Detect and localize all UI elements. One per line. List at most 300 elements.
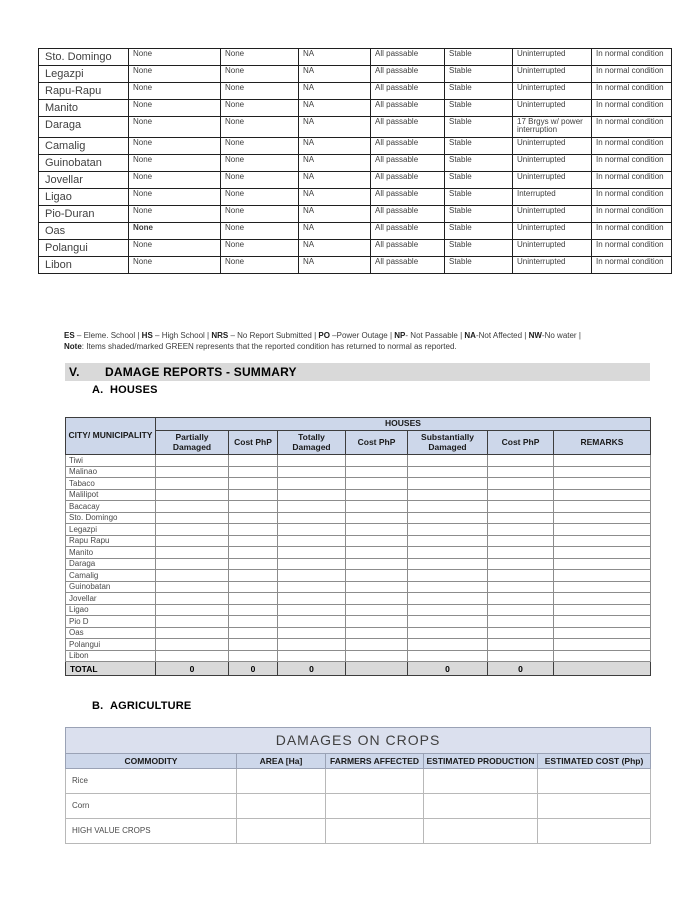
status-cell: None	[129, 222, 221, 239]
empty-data-cell	[346, 489, 408, 501]
empty-data-cell	[554, 547, 651, 559]
status-cell: NA	[299, 137, 371, 154]
empty-data-cell	[156, 604, 229, 616]
status-cell: All passable	[371, 100, 445, 117]
houses-table-row	[66, 639, 651, 651]
municipality-cell: Polangui	[39, 239, 129, 256]
legend-note-label: Note	[64, 341, 82, 351]
houses-total-row	[66, 662, 651, 676]
status-cell: Stable	[445, 100, 513, 117]
column-header-partially-damaged: Partially Damaged	[156, 430, 229, 455]
empty-data-cell	[229, 489, 278, 501]
status-cell: Uninterrupted	[513, 256, 592, 273]
empty-data-cell	[237, 793, 326, 818]
houses-group-header: HOUSES	[156, 418, 651, 431]
status-cell: All passable	[371, 66, 445, 83]
crops-table-title: DAMAGES ON CROPS	[66, 728, 651, 754]
column-header-estimated-production: ESTIMATED PRODUCTION	[424, 753, 538, 768]
houses-table-row	[66, 535, 651, 547]
empty-data-cell	[229, 501, 278, 513]
status-cell: NA	[299, 256, 371, 273]
houses-table-row	[66, 489, 651, 501]
city-cell: Tiwi	[66, 455, 156, 467]
status-cell: None	[221, 100, 299, 117]
city-cell: Rapu Rapu	[66, 535, 156, 547]
empty-data-cell	[346, 616, 408, 628]
status-cell: Stable	[445, 188, 513, 205]
empty-data-cell	[408, 466, 488, 478]
empty-data-cell	[346, 512, 408, 524]
legend-abbr: PO	[318, 331, 330, 340]
empty-data-cell	[278, 535, 346, 547]
status-cell: None	[129, 171, 221, 188]
houses-table-row	[66, 524, 651, 536]
status-cell: NA	[299, 188, 371, 205]
empty-data-cell	[278, 478, 346, 490]
monitor-table-row	[39, 256, 672, 273]
section-b-title: AGRICULTURE	[110, 700, 192, 712]
houses-table-row	[66, 501, 651, 513]
empty-data-cell	[424, 818, 538, 843]
empty-data-cell	[346, 535, 408, 547]
status-cell: None	[221, 188, 299, 205]
empty-data-cell	[237, 768, 326, 793]
empty-data-cell	[554, 616, 651, 628]
empty-data-cell	[229, 524, 278, 536]
empty-data-cell	[156, 627, 229, 639]
empty-data-cell	[278, 524, 346, 536]
city-cell: Tabaco	[66, 478, 156, 490]
monitor-table-row	[39, 239, 672, 256]
empty-data-cell	[488, 581, 554, 593]
total-value-cell	[346, 662, 408, 676]
total-value-cell: 0	[408, 662, 488, 676]
status-cell: In normal condition	[592, 171, 672, 188]
empty-data-cell	[156, 478, 229, 490]
empty-data-cell	[488, 593, 554, 605]
houses-table-row	[66, 558, 651, 570]
status-cell: None	[129, 100, 221, 117]
empty-data-cell	[278, 501, 346, 513]
status-cell: Stable	[445, 239, 513, 256]
city-cell: Legazpi	[66, 524, 156, 536]
empty-data-cell	[408, 512, 488, 524]
status-cell: NA	[299, 154, 371, 171]
legend	[64, 331, 650, 353]
empty-data-cell	[278, 512, 346, 524]
status-cell: NA	[299, 239, 371, 256]
status-cell: All passable	[371, 188, 445, 205]
column-header-farmers-affected: FARMERS AFFECTED	[326, 753, 424, 768]
status-cell: None	[221, 239, 299, 256]
monitor-table-row	[39, 66, 672, 83]
column-header-area-ha: AREA [Ha]	[237, 753, 326, 768]
empty-data-cell	[229, 627, 278, 639]
empty-data-cell	[554, 535, 651, 547]
status-cell: Interrupted	[513, 188, 592, 205]
crops-table-row	[66, 818, 651, 843]
empty-data-cell	[229, 570, 278, 582]
houses-table-row	[66, 627, 651, 639]
city-cell: Camalig	[66, 570, 156, 582]
status-cell: None	[129, 66, 221, 83]
empty-data-cell	[424, 793, 538, 818]
empty-data-cell	[488, 558, 554, 570]
empty-data-cell	[408, 581, 488, 593]
section-v-title: DAMAGE REPORTS - SUMMARY	[105, 365, 297, 379]
empty-data-cell	[346, 501, 408, 513]
empty-data-cell	[538, 793, 651, 818]
status-cell: None	[221, 117, 299, 138]
empty-data-cell	[229, 593, 278, 605]
status-cell: All passable	[371, 171, 445, 188]
municipality-cell: Ligao	[39, 188, 129, 205]
status-cell: None	[221, 137, 299, 154]
empty-data-cell	[408, 524, 488, 536]
empty-data-cell	[229, 650, 278, 662]
status-cell: NA	[299, 205, 371, 222]
legend-line2: Note: Items shaded/marked GREEN represents that the reported condition has returned to normal as reported.	[64, 341, 457, 351]
municipality-cell: Sto. Domingo	[39, 49, 129, 66]
empty-data-cell	[156, 524, 229, 536]
empty-data-cell	[408, 650, 488, 662]
column-header-cost-php-3: Cost PhP	[488, 430, 554, 455]
monitor-table-row	[39, 83, 672, 100]
empty-data-cell	[488, 616, 554, 628]
empty-data-cell	[424, 768, 538, 793]
section-v-heading	[65, 363, 650, 381]
empty-data-cell	[408, 639, 488, 651]
empty-data-cell	[229, 455, 278, 467]
status-cell: Stable	[445, 205, 513, 222]
total-value-cell: 0	[229, 662, 278, 676]
empty-data-cell	[346, 639, 408, 651]
empty-data-cell	[229, 466, 278, 478]
status-cell: Uninterrupted	[513, 49, 592, 66]
status-cell: In normal condition	[592, 188, 672, 205]
houses-table-row	[66, 478, 651, 490]
empty-data-cell	[554, 466, 651, 478]
empty-data-cell	[278, 616, 346, 628]
status-cell: Uninterrupted	[513, 83, 592, 100]
empty-data-cell	[229, 478, 278, 490]
empty-data-cell	[488, 455, 554, 467]
status-cell: NA	[299, 171, 371, 188]
empty-data-cell	[346, 455, 408, 467]
status-cell: In normal condition	[592, 83, 672, 100]
status-cell: None	[221, 83, 299, 100]
monitor-table-row	[39, 222, 672, 239]
city-cell: Manito	[66, 547, 156, 559]
status-cell: In normal condition	[592, 154, 672, 171]
empty-data-cell	[278, 604, 346, 616]
empty-data-cell	[488, 478, 554, 490]
municipality-cell: Rapu-Rapu	[39, 83, 129, 100]
monitor-table-row	[39, 205, 672, 222]
city-cell: Pio D	[66, 616, 156, 628]
empty-data-cell	[278, 639, 346, 651]
empty-data-cell	[554, 489, 651, 501]
empty-data-cell	[326, 818, 424, 843]
empty-data-cell	[488, 466, 554, 478]
empty-data-cell	[408, 455, 488, 467]
empty-data-cell	[554, 524, 651, 536]
monitor-table-row	[39, 49, 672, 66]
status-cell: Uninterrupted	[513, 100, 592, 117]
empty-data-cell	[554, 558, 651, 570]
status-cell: NA	[299, 222, 371, 239]
status-cell: Stable	[445, 117, 513, 138]
empty-data-cell	[488, 570, 554, 582]
empty-data-cell	[278, 627, 346, 639]
municipality-cell: Guinobatan	[39, 154, 129, 171]
section-v-number: V.	[69, 365, 80, 379]
status-cell: In normal condition	[592, 256, 672, 273]
empty-data-cell	[408, 604, 488, 616]
crops-banner-row	[66, 728, 651, 754]
empty-data-cell	[488, 547, 554, 559]
total-value-cell: 0	[156, 662, 229, 676]
monitor-table-row	[39, 117, 672, 138]
status-cell: All passable	[371, 222, 445, 239]
status-cell: None	[129, 239, 221, 256]
houses-table-row	[66, 512, 651, 524]
empty-data-cell	[346, 604, 408, 616]
empty-data-cell	[408, 535, 488, 547]
empty-data-cell	[156, 535, 229, 547]
empty-data-cell	[229, 535, 278, 547]
status-cell: Uninterrupted	[513, 222, 592, 239]
empty-data-cell	[156, 570, 229, 582]
city-cell: Daraga	[66, 558, 156, 570]
empty-data-cell	[278, 558, 346, 570]
status-cell: NA	[299, 83, 371, 100]
city-cell: Malinao	[66, 466, 156, 478]
city-cell: Malilipot	[66, 489, 156, 501]
empty-data-cell	[538, 818, 651, 843]
status-cell: Uninterrupted	[513, 171, 592, 188]
empty-data-cell	[156, 512, 229, 524]
empty-data-cell	[156, 547, 229, 559]
total-label-cell: TOTAL	[66, 662, 156, 676]
city-cell: Polangui	[66, 639, 156, 651]
commodity-cell: HIGH VALUE CROPS	[66, 818, 237, 843]
situation-monitor-table	[38, 48, 672, 274]
empty-data-cell	[326, 793, 424, 818]
city-cell: Sto. Domingo	[66, 512, 156, 524]
empty-data-cell	[538, 768, 651, 793]
empty-data-cell	[554, 650, 651, 662]
houses-damage-table	[65, 417, 651, 676]
municipality-cell: Jovellar	[39, 171, 129, 188]
total-value-cell	[554, 662, 651, 676]
crops-header-row	[66, 753, 651, 768]
status-cell: NA	[299, 49, 371, 66]
empty-data-cell	[554, 581, 651, 593]
empty-data-cell	[408, 501, 488, 513]
municipality-cell: Pio-Duran	[39, 205, 129, 222]
empty-data-cell	[408, 627, 488, 639]
column-header-remarks: REMARKS	[554, 430, 651, 455]
status-cell: None	[129, 137, 221, 154]
status-cell: In normal condition	[592, 49, 672, 66]
total-value-cell: 0	[278, 662, 346, 676]
section-b-number: B.	[92, 700, 104, 712]
crops-damage-table	[65, 727, 651, 844]
status-cell: Stable	[445, 256, 513, 273]
commodity-cell: Rice	[66, 768, 237, 793]
empty-data-cell	[488, 639, 554, 651]
status-cell: None	[221, 66, 299, 83]
empty-data-cell	[488, 650, 554, 662]
empty-data-cell	[346, 650, 408, 662]
status-cell: All passable	[371, 49, 445, 66]
legend-abbr: NP	[394, 331, 406, 340]
empty-data-cell	[229, 581, 278, 593]
empty-data-cell	[554, 639, 651, 651]
empty-data-cell	[408, 593, 488, 605]
status-cell: None	[129, 188, 221, 205]
houses-table-row	[66, 570, 651, 582]
total-value-cell: 0	[488, 662, 554, 676]
empty-data-cell	[408, 489, 488, 501]
status-cell: In normal condition	[592, 239, 672, 256]
status-cell: Stable	[445, 49, 513, 66]
empty-data-cell	[554, 570, 651, 582]
section-a-title: HOUSES	[110, 384, 158, 396]
status-cell: All passable	[371, 137, 445, 154]
municipality-cell: Camalig	[39, 137, 129, 154]
municipality-cell: Libon	[39, 256, 129, 273]
commodity-cell: Corn	[66, 793, 237, 818]
status-cell: None	[221, 205, 299, 222]
status-cell: None	[221, 256, 299, 273]
empty-data-cell	[346, 558, 408, 570]
houses-table-row	[66, 547, 651, 559]
status-cell: None	[129, 205, 221, 222]
houses-table-row	[66, 616, 651, 628]
empty-data-cell	[554, 604, 651, 616]
empty-data-cell	[346, 524, 408, 536]
empty-data-cell	[278, 593, 346, 605]
empty-data-cell	[488, 604, 554, 616]
city-cell: Jovellar	[66, 593, 156, 605]
status-cell: Stable	[445, 83, 513, 100]
empty-data-cell	[278, 547, 346, 559]
houses-group-header-row	[66, 418, 651, 431]
empty-data-cell	[156, 466, 229, 478]
status-cell: All passable	[371, 239, 445, 256]
crops-table-row	[66, 768, 651, 793]
houses-table-row	[66, 455, 651, 467]
status-cell: Stable	[445, 66, 513, 83]
houses-table-row	[66, 650, 651, 662]
status-cell: Uninterrupted	[513, 137, 592, 154]
empty-data-cell	[346, 570, 408, 582]
empty-data-cell	[156, 650, 229, 662]
legend-abbr: NRS	[211, 331, 229, 340]
city-cell: Bacacay	[66, 501, 156, 513]
empty-data-cell	[346, 466, 408, 478]
status-cell: In normal condition	[592, 100, 672, 117]
empty-data-cell	[408, 547, 488, 559]
city-cell: Libon	[66, 650, 156, 662]
empty-data-cell	[156, 558, 229, 570]
status-cell: In normal condition	[592, 66, 672, 83]
status-cell: None	[221, 154, 299, 171]
municipality-cell: Legazpi	[39, 66, 129, 83]
empty-data-cell	[488, 501, 554, 513]
legend-abbr: HS	[141, 331, 153, 340]
empty-data-cell	[326, 768, 424, 793]
empty-data-cell	[346, 593, 408, 605]
status-cell: None	[129, 256, 221, 273]
empty-data-cell	[237, 818, 326, 843]
houses-table-row	[66, 593, 651, 605]
empty-data-cell	[408, 616, 488, 628]
status-cell: None	[221, 49, 299, 66]
status-cell: In normal condition	[592, 222, 672, 239]
empty-data-cell	[278, 466, 346, 478]
column-header-cost-php-1: Cost PhP	[229, 430, 278, 455]
crops-table-row	[66, 793, 651, 818]
status-cell: All passable	[371, 83, 445, 100]
status-cell: None	[129, 154, 221, 171]
status-cell: Uninterrupted	[513, 205, 592, 222]
monitor-table-row	[39, 171, 672, 188]
monitor-table-row	[39, 137, 672, 154]
empty-data-cell	[229, 639, 278, 651]
empty-data-cell	[408, 570, 488, 582]
empty-data-cell	[554, 501, 651, 513]
status-cell: Uninterrupted	[513, 239, 592, 256]
status-cell: In normal condition	[592, 137, 672, 154]
empty-data-cell	[278, 581, 346, 593]
legend-line1: ES – Eleme. School | HS – High School | NRS – No Report Submitted | PO –Power Outage | NP- Not Passable | NA-Not Affected | NW-No water |	[64, 331, 581, 340]
section-a-number: A.	[92, 384, 104, 396]
status-cell: All passable	[371, 256, 445, 273]
status-cell: None	[129, 83, 221, 100]
monitor-table-row	[39, 154, 672, 171]
empty-data-cell	[278, 570, 346, 582]
status-cell: In normal condition	[592, 205, 672, 222]
section-a-heading	[92, 384, 158, 396]
empty-data-cell	[488, 512, 554, 524]
monitor-table-row	[39, 188, 672, 205]
empty-data-cell	[488, 524, 554, 536]
column-header-cost-php-2: Cost PhP	[346, 430, 408, 455]
status-cell: Stable	[445, 222, 513, 239]
legend-abbr: ES	[64, 331, 75, 340]
empty-data-cell	[156, 616, 229, 628]
status-cell: Stable	[445, 171, 513, 188]
municipality-cell: Daraga	[39, 117, 129, 138]
status-cell: All passable	[371, 117, 445, 138]
city-cell: Ligao	[66, 604, 156, 616]
city-cell: Guinobatan	[66, 581, 156, 593]
empty-data-cell	[278, 650, 346, 662]
empty-data-cell	[346, 581, 408, 593]
column-header-totally-damaged: Totally Damaged	[278, 430, 346, 455]
status-cell: NA	[299, 117, 371, 138]
status-cell: 17 Brgys w/ power interruption	[513, 117, 592, 138]
empty-data-cell	[156, 639, 229, 651]
empty-data-cell	[488, 535, 554, 547]
empty-data-cell	[156, 489, 229, 501]
empty-data-cell	[408, 558, 488, 570]
status-cell: None	[221, 222, 299, 239]
empty-data-cell	[229, 604, 278, 616]
